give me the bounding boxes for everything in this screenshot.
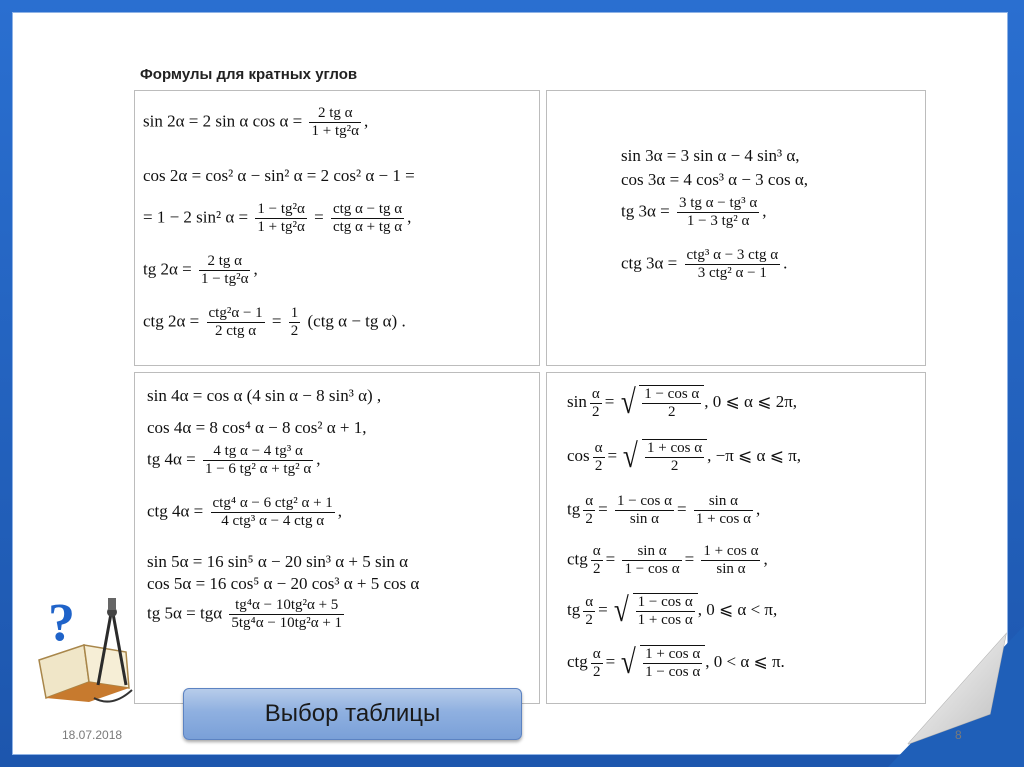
formula-text: , 0 < α ⩽ π.: [705, 652, 785, 672]
formula-text: =: [604, 392, 615, 412]
sqrt-body: [639, 385, 704, 422]
denominator: 2: [670, 458, 679, 475]
denominator: 2: [592, 403, 600, 420]
formula-text: ,: [337, 501, 343, 521]
sqrt-icon: √: [621, 644, 637, 682]
denominator: 1 + tg²α: [311, 123, 359, 140]
fraction: [583, 594, 595, 630]
denominator: 2: [594, 457, 603, 474]
formula-text: =: [677, 499, 687, 519]
fraction: [694, 493, 753, 529]
formula-text: .: [783, 253, 788, 273]
footer-date: 18.07.2018: [62, 728, 123, 742]
numerator: 1 − cos α: [615, 493, 674, 511]
fraction: [590, 386, 602, 422]
formula-text: ctg: [567, 549, 588, 569]
formula-text: tg 4α =: [147, 449, 196, 469]
denominator: 2: [592, 561, 601, 578]
numerator: 1 − cos α: [636, 594, 695, 612]
numerator: 2 tg α: [199, 253, 250, 271]
numerator: α: [583, 493, 595, 511]
fraction: [642, 386, 701, 422]
numerator: α: [591, 646, 603, 664]
formula-text: ,: [363, 111, 369, 131]
formula-cos2a-cont: [143, 201, 411, 237]
multiple-angle-panel: [134, 372, 540, 704]
denominator: 2: [592, 663, 601, 680]
numerator: sin α: [622, 543, 681, 561]
sqrt-body: [640, 645, 705, 682]
page-number: 8: [955, 728, 962, 742]
formula-text: tg 5α = tgα: [147, 603, 223, 623]
formula-tg-half-sqrt: [567, 593, 777, 630]
denominator: sin α: [629, 511, 660, 528]
numerator: α: [583, 594, 595, 612]
fraction: [701, 543, 760, 579]
fraction: [289, 305, 301, 341]
numerator: 1: [289, 305, 301, 323]
fraction: [211, 495, 335, 531]
formula-tg-half: [567, 493, 760, 529]
fraction: [331, 201, 404, 237]
fraction: [622, 543, 681, 579]
sqrt-body: [642, 439, 707, 476]
formula-tg4a: [147, 443, 320, 479]
numerator: 2 tg α: [309, 105, 360, 123]
numerator: sin α: [694, 493, 753, 511]
fraction: [643, 646, 702, 682]
denominator: 2: [585, 511, 593, 528]
formula-cos-half: [567, 439, 801, 476]
formula-text: ,: [253, 259, 258, 279]
formula-text: , 0 ⩽ α ⩽ 2π,: [704, 392, 798, 412]
denominator: 1 − cos α: [624, 561, 680, 578]
section-heading: Формулы для кратных углов: [140, 66, 358, 83]
formula-ctg3a: [621, 247, 787, 283]
formula-tg3a: [621, 195, 766, 231]
denominator: 5tg⁴α − 10tg²α + 1: [231, 615, 343, 632]
formula-text: =: [607, 446, 618, 466]
formula-text: sin 2α = 2 sin α cos α =: [143, 111, 303, 131]
denominator: 2: [585, 611, 593, 628]
formula-text: ctg 4α =: [147, 501, 204, 521]
formula-text: tg 2α =: [143, 259, 192, 279]
formula-cos4a: cos 4α = 8 cos⁴ α − 8 cos² α + 1,: [147, 418, 367, 437]
formula-ctg4a: [147, 495, 342, 531]
denominator: sin α: [716, 561, 746, 578]
denominator: 1 − 6 tg² α + tg² α: [204, 461, 312, 478]
numerator: α: [590, 386, 602, 404]
formula-text: ctg: [567, 652, 588, 672]
formula-text: =: [314, 207, 324, 227]
denominator: 2 ctg α: [214, 323, 257, 340]
formula-text: tg 3α =: [621, 201, 670, 221]
formula-text: tg: [567, 499, 581, 519]
triple-angle-panel: [546, 90, 926, 366]
formula-text: ctg 2α =: [143, 311, 200, 331]
formula-text: tg: [567, 600, 581, 620]
svg-text:?: ?: [48, 592, 75, 652]
formula-text: , −π ⩽ α ⩽ π,: [707, 446, 802, 466]
formula-ctg2a: [143, 305, 406, 341]
fraction: [255, 201, 306, 237]
half-angle-panel: [546, 372, 926, 704]
numerator: ctg³ α − 3 ctg α: [685, 247, 781, 265]
sqrt-icon: √: [613, 592, 629, 630]
double-angle-panel: [134, 90, 540, 366]
formula-cos5a: cos 5α = 16 cos⁵ α − 20 cos³ α + 5 cos α: [147, 574, 420, 593]
formula-text: ,: [407, 207, 412, 227]
denominator: 1 + tg²α: [257, 219, 305, 236]
formula-tg5a: [147, 597, 347, 633]
fraction: [593, 440, 605, 476]
numerator: 4 tg α − 4 tg³ α: [203, 443, 313, 461]
denominator: 2: [290, 323, 299, 340]
formula-text: =: [598, 499, 608, 519]
fraction: [591, 543, 603, 579]
fraction: [583, 493, 595, 529]
formula-text: ,: [763, 549, 768, 569]
formula-text: cos: [567, 446, 590, 466]
fraction: [207, 305, 265, 341]
denominator: 1 − tg²α: [200, 271, 249, 288]
denominator: 1 + cos α: [637, 612, 693, 629]
sqrt-icon: √: [620, 384, 636, 422]
numerator: 1 + cos α: [645, 440, 704, 458]
numerator: 1 − tg²α: [255, 201, 306, 219]
formula-text: =: [605, 549, 616, 569]
denominator: ctg α + tg α: [332, 219, 403, 236]
fraction: [615, 493, 674, 529]
formula-text: =: [605, 652, 616, 672]
formula-text: ,: [316, 449, 321, 469]
fraction: [309, 105, 360, 141]
formula-tg2a: [143, 253, 258, 289]
formula-text: = 1 − 2 sin² α =: [143, 207, 249, 227]
formula-ctg-half: [567, 543, 768, 579]
denominator: 1 − cos α: [645, 664, 701, 681]
numerator: tg⁴α − 10tg²α + 5: [229, 597, 344, 615]
formula-text: , 0 ⩽ α < π,: [697, 600, 778, 620]
formula-text: (ctg α − tg α) .: [307, 311, 406, 331]
numerator: 1 + cos α: [643, 646, 702, 664]
denominator: 4 ctg³ α − 4 ctg α: [221, 513, 325, 530]
sqrt-icon: √: [623, 438, 639, 476]
numerator: α: [591, 543, 603, 561]
book-compass-icon: [34, 590, 144, 705]
numerator: 1 − cos α: [642, 386, 701, 404]
denominator: 2: [668, 404, 676, 421]
formula-sin5a: sin 5α = 16 sin⁵ α − 20 sin³ α + 5 sin α: [147, 552, 409, 571]
formula-text: ctg 3α =: [621, 253, 678, 273]
formula-text: =: [271, 311, 282, 331]
formula-sin4a: sin 4α = cos α (4 sin α − 8 sin³ α) ,: [147, 386, 382, 405]
fraction: [203, 443, 313, 479]
fraction: [229, 597, 344, 633]
formula-text: ,: [762, 201, 767, 221]
fraction: [645, 440, 704, 476]
formula-sin2a: [143, 105, 368, 141]
numerator: 3 tg α − tg³ α: [677, 195, 759, 213]
formula-sin3a: sin 3α = 3 sin α − 4 sin³ α,: [621, 146, 800, 165]
formula-ctg-half-sqrt: [567, 645, 785, 682]
formula-text: =: [684, 549, 695, 569]
fraction: [636, 594, 695, 630]
denominator: 1 − 3 tg² α: [686, 213, 750, 230]
numerator: 1 + cos α: [701, 543, 760, 561]
formula-text: ,: [755, 499, 761, 519]
fraction: [677, 195, 759, 231]
numerator: α: [593, 440, 605, 458]
numerator: ctg⁴ α − 6 ctg² α + 1: [211, 495, 335, 513]
formula-sin-half: [567, 385, 797, 422]
formula-cos3a: cos 3α = 4 cos³ α − 3 cos α,: [621, 170, 808, 189]
numerator: ctg²α − 1: [207, 305, 265, 323]
formula-text: sin: [567, 392, 587, 412]
choose-table-button[interactable]: Выбор таблицы: [183, 688, 522, 740]
numerator: ctg α − tg α: [331, 201, 404, 219]
formula-cos2a: cos 2α = cos² α − sin² α = 2 cos² α − 1 =: [143, 166, 415, 185]
sqrt-body: [633, 593, 698, 630]
fraction: [685, 247, 781, 283]
formula-text: =: [598, 600, 608, 620]
fraction: [591, 646, 603, 682]
fraction: [199, 253, 250, 289]
denominator: 3 ctg² α − 1: [697, 265, 767, 282]
denominator: 1 + cos α: [695, 511, 751, 528]
